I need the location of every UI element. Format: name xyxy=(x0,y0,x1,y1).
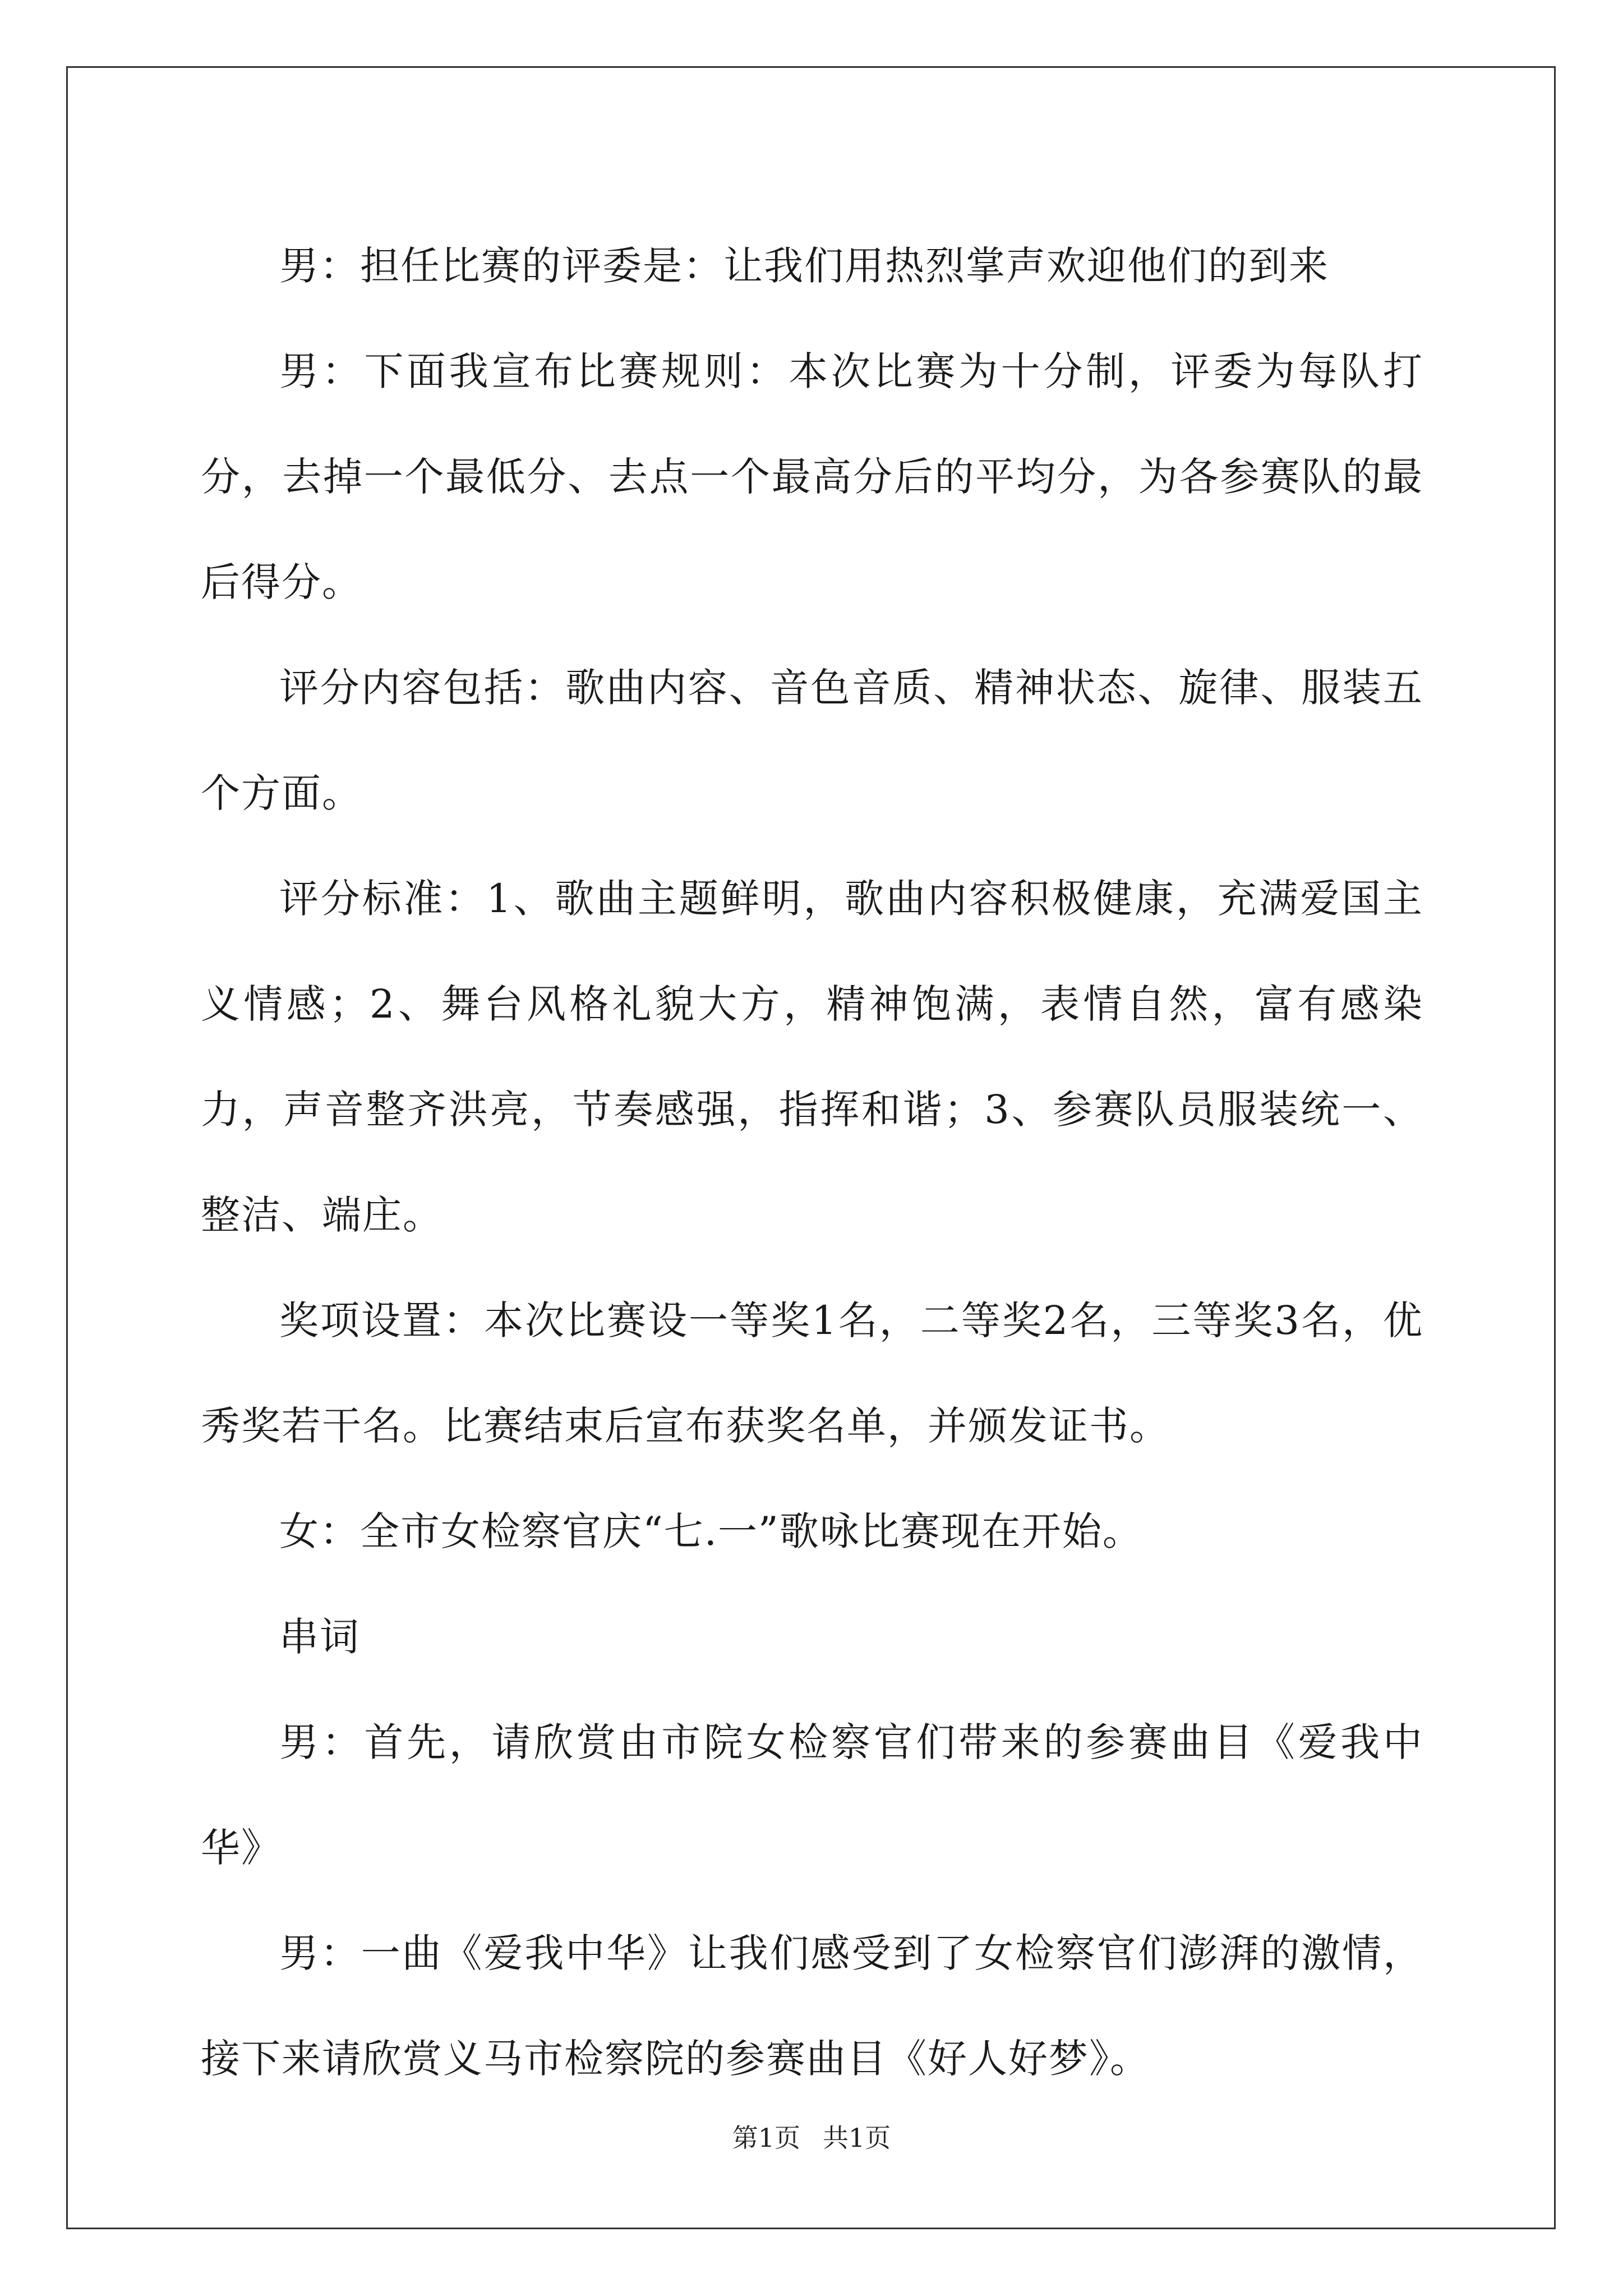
page-number: 第1页 xyxy=(732,2123,800,2153)
page-footer xyxy=(0,2118,1623,2155)
page-total: 共1页 xyxy=(823,2123,891,2153)
paragraph-scoring-standard: 评分标准：1、歌曲主题鲜明，歌曲内容积极健康，充满爱国主义情感；2、舞台风格礼貌大方，精神饱满，表情自然，富有感染力，声音整齐洪亮，节奏感强，指挥和谐；3、参赛队员服装统一、整洁、端庄。 xyxy=(201,876,1423,1238)
paragraph-scoring-content: 评分内容包括：歌曲内容、音色音质、精神状态、旋律、服装五个方面。 xyxy=(201,665,1423,816)
document-body xyxy=(201,213,1423,2111)
paragraph-awards: 奖项设置：本次比赛设一等奖1名，二等奖2名，三等奖3名，优秀奖若干名。比赛结束后宣布获奖名单，并颁发证书。 xyxy=(201,1297,1423,1449)
paragraph-heading-lines: 串词 xyxy=(279,1614,360,1660)
paragraph-start: 女：全市女检察官庆“七.一”歌咏比赛现在开始。 xyxy=(279,1508,1143,1554)
paragraph-second-song: 男：一曲《爱我中华》让我们感受到了女检察官们澎湃的激情，接下来请欣赏义马市检察院的参赛曲目《好人好梦》。 xyxy=(201,1930,1423,2082)
paragraph-first-song: 男：首先，请欣赏由市院女检察官们带来的参赛曲目《爱我中华》 xyxy=(201,1719,1423,1871)
paragraph-judges: 男：担任比赛的评委是：让我们用热烈掌声欢迎他们的到来 xyxy=(279,243,1329,289)
paragraph-rules: 男：下面我宣布比赛规则：本次比赛为十分制，评委为每队打分，去掉一个最低分、去点一个最高分后的平均分，为各参赛队的最后得分。 xyxy=(201,348,1423,605)
